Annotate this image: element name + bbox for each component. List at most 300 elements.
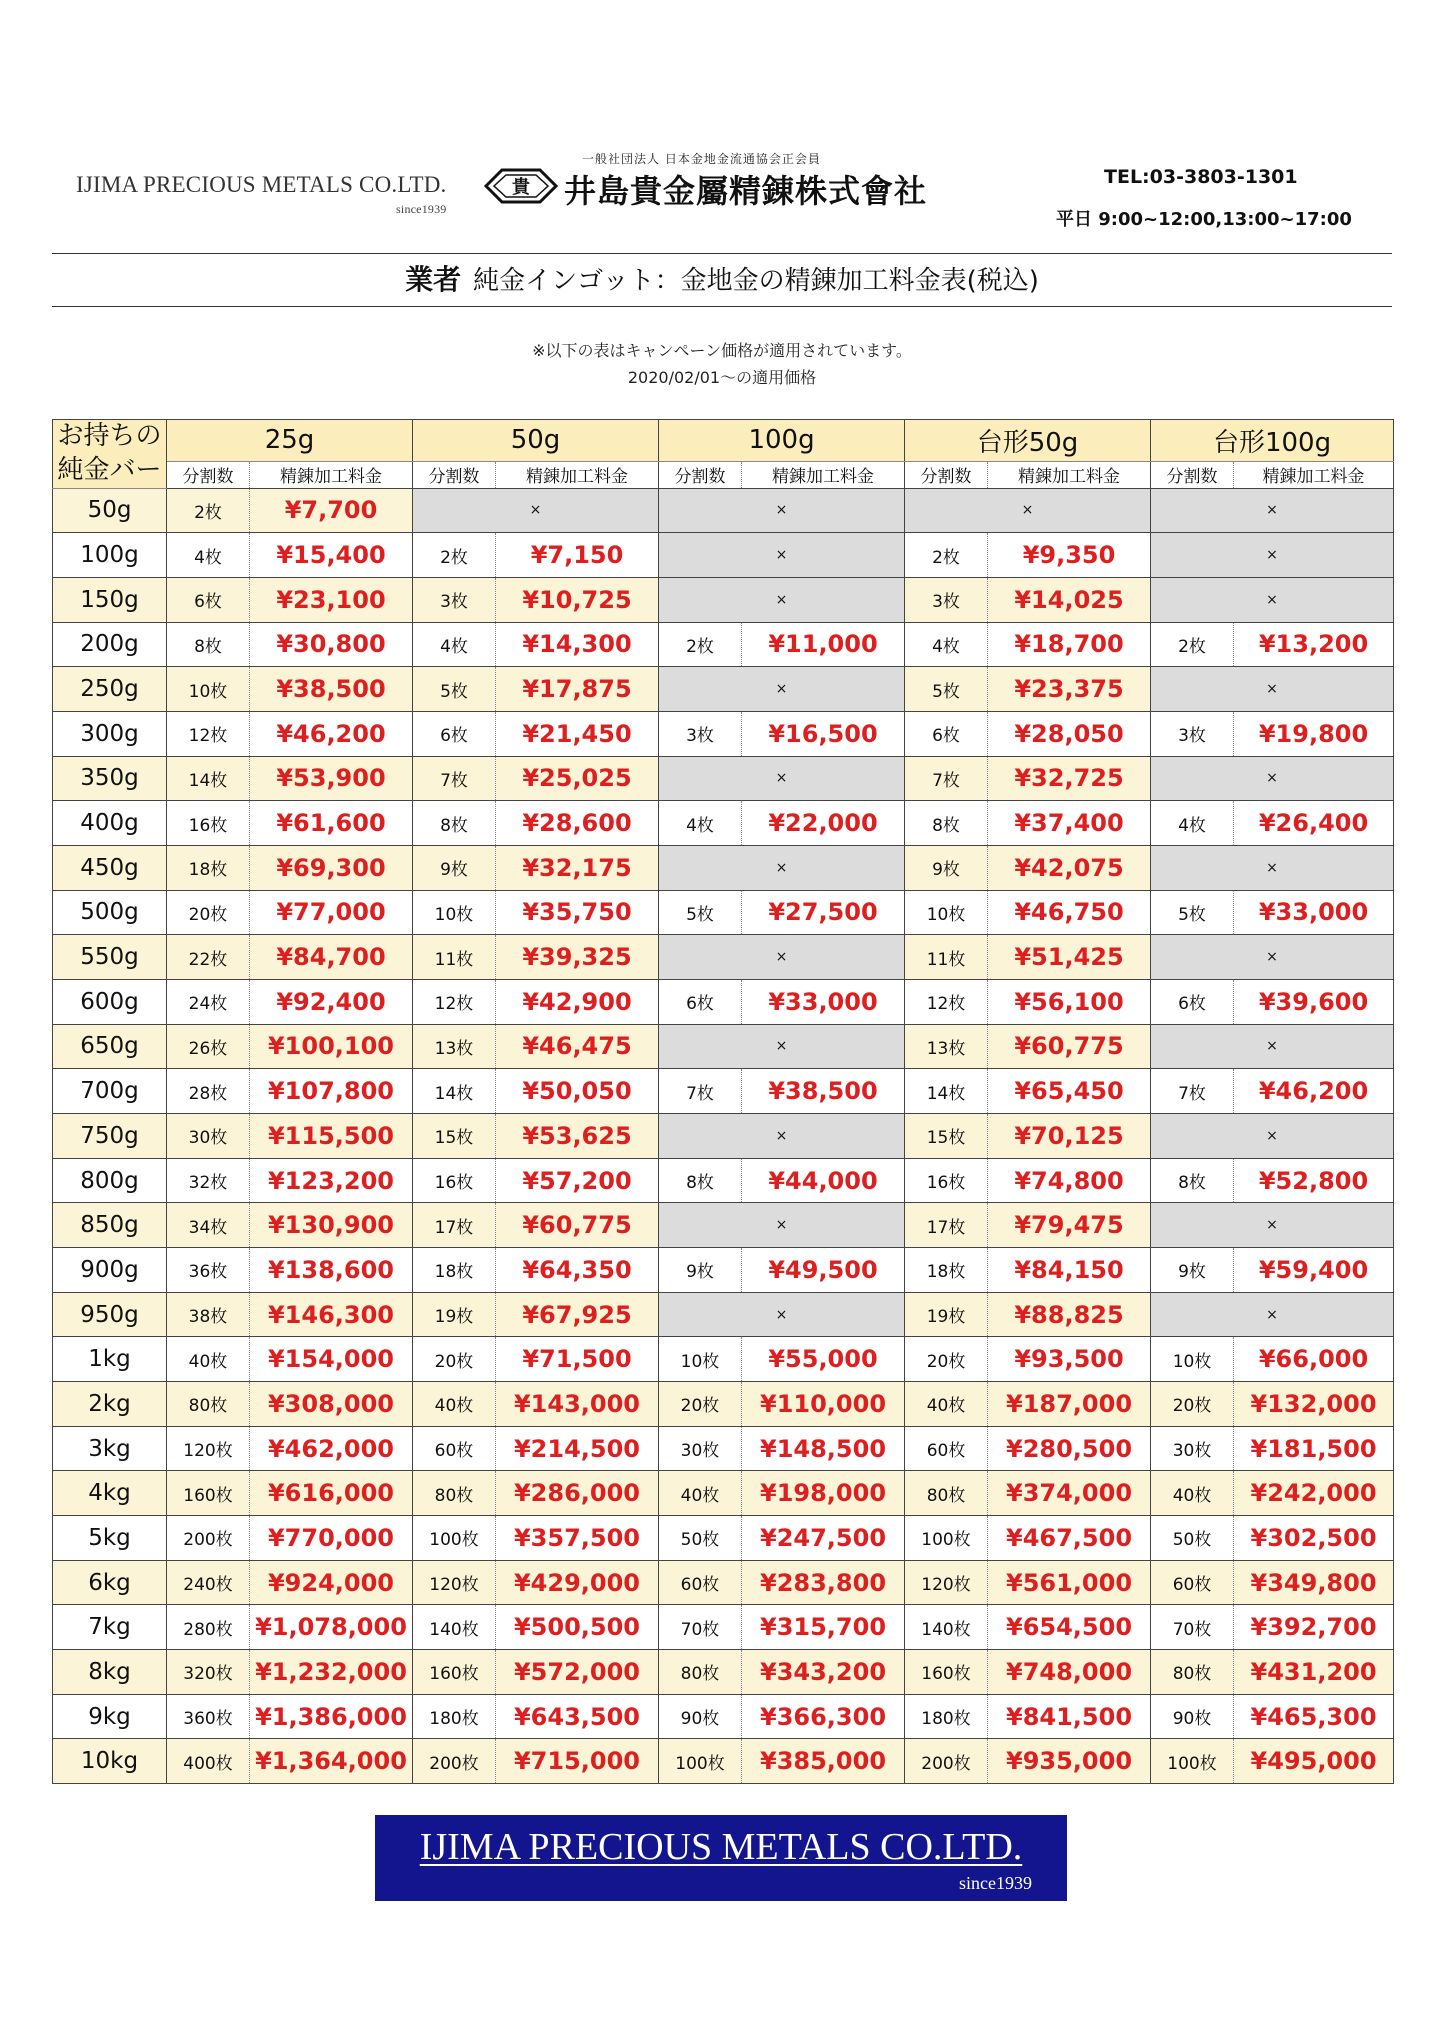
refining-fee: ¥77,000 [250, 890, 413, 935]
refining-fee: ¥42,075 [988, 845, 1151, 890]
split-count: 200枚 [167, 1516, 250, 1561]
refining-fee: ¥349,800 [1234, 1560, 1394, 1605]
split-count: 80枚 [167, 1382, 250, 1427]
not-available-cell: × [1151, 667, 1394, 712]
split-count: 26枚 [167, 1024, 250, 1069]
column-header: 台形50g [905, 420, 1151, 462]
refining-fee: ¥19,800 [1234, 711, 1394, 756]
refining-fee: ¥467,500 [988, 1516, 1151, 1561]
bar-weight: 10kg [53, 1739, 167, 1784]
refining-fee: ¥115,500 [250, 1114, 413, 1159]
split-count: 2枚 [659, 622, 742, 667]
refining-fee: ¥315,700 [742, 1605, 905, 1650]
split-count: 11枚 [413, 935, 496, 980]
bar-weight: 950g [53, 1292, 167, 1337]
refining-fee: ¥26,400 [1234, 801, 1394, 846]
refining-fee: ¥27,500 [742, 890, 905, 935]
split-count: 400枚 [167, 1739, 250, 1784]
split-count: 5枚 [1151, 890, 1234, 935]
table-row [53, 1516, 1394, 1561]
split-count: 10枚 [905, 890, 988, 935]
refining-fee: ¥107,800 [250, 1069, 413, 1114]
table-row [53, 1650, 1394, 1695]
refining-fee: ¥465,300 [1234, 1694, 1394, 1739]
refining-fee: ¥143,000 [496, 1382, 659, 1427]
bar-weight: 200g [53, 622, 167, 667]
refining-fee: ¥79,475 [988, 1203, 1151, 1248]
split-count: 40枚 [1151, 1471, 1234, 1516]
refining-fee: ¥1,364,000 [250, 1739, 413, 1784]
split-count: 18枚 [167, 845, 250, 890]
table-row [53, 1069, 1394, 1114]
refining-fee: ¥132,000 [1234, 1382, 1394, 1427]
split-count: 19枚 [905, 1292, 988, 1337]
split-count: 12枚 [167, 711, 250, 756]
bar-weight: 900g [53, 1248, 167, 1293]
split-count: 18枚 [413, 1248, 496, 1293]
refining-fee: ¥214,500 [496, 1426, 659, 1471]
subheader-price: 精錬加工料金 [250, 461, 413, 488]
refining-fee: ¥462,000 [250, 1426, 413, 1471]
refining-fee: ¥110,000 [742, 1382, 905, 1427]
refining-fee: ¥242,000 [1234, 1471, 1394, 1516]
refining-fee: ¥14,300 [496, 622, 659, 667]
divider-bottom [52, 306, 1392, 307]
owned-label-line1: お持ちの [57, 421, 162, 451]
bar-weight: 250g [53, 667, 167, 712]
table-row [53, 890, 1394, 935]
split-count: 4枚 [905, 622, 988, 667]
subheader-count: 分割数 [167, 461, 250, 488]
split-count: 9枚 [905, 845, 988, 890]
split-count: 180枚 [905, 1694, 988, 1739]
refining-fee: ¥93,500 [988, 1337, 1151, 1382]
refining-fee: ¥572,000 [496, 1650, 659, 1695]
split-count: 20枚 [413, 1337, 496, 1382]
not-available-cell: × [659, 667, 905, 712]
bar-weight: 800g [53, 1158, 167, 1203]
split-count: 12枚 [413, 979, 496, 1024]
table-row [53, 845, 1394, 890]
title-bold: 業者 [405, 263, 462, 296]
split-count: 100枚 [659, 1739, 742, 1784]
split-count: 200枚 [905, 1739, 988, 1784]
not-available-cell: × [659, 533, 905, 578]
split-count: 60枚 [905, 1426, 988, 1471]
refining-fee: ¥643,500 [496, 1694, 659, 1739]
refining-fee: ¥11,000 [742, 622, 905, 667]
split-count: 28枚 [167, 1069, 250, 1114]
bar-weight: 100g [53, 533, 167, 578]
split-count: 7枚 [1151, 1069, 1234, 1114]
split-count: 3枚 [905, 577, 988, 622]
refining-fee: ¥616,000 [250, 1471, 413, 1516]
refining-fee: ¥67,925 [496, 1292, 659, 1337]
split-count: 240枚 [167, 1560, 250, 1605]
refining-fee: ¥74,800 [988, 1158, 1151, 1203]
column-header: 25g [167, 420, 413, 462]
table-row [53, 622, 1394, 667]
table-row [53, 1694, 1394, 1739]
not-available-cell: × [659, 845, 905, 890]
table-row [53, 1114, 1394, 1159]
refining-fee: ¥431,200 [1234, 1650, 1394, 1695]
split-count: 13枚 [905, 1024, 988, 1069]
not-available-cell: × [659, 488, 905, 533]
split-count: 6枚 [167, 577, 250, 622]
split-count: 120枚 [413, 1560, 496, 1605]
refining-fee: ¥53,900 [250, 756, 413, 801]
table-row [53, 1024, 1394, 1069]
refining-fee: ¥55,000 [742, 1337, 905, 1382]
table-row [53, 1382, 1394, 1427]
effective-date-note: 2020/02/01～の適用価格 [627, 368, 817, 387]
table-row [53, 756, 1394, 801]
refining-fee: ¥138,600 [250, 1248, 413, 1293]
refining-fee: ¥23,375 [988, 667, 1151, 712]
split-count: 15枚 [413, 1114, 496, 1159]
refining-fee: ¥187,000 [988, 1382, 1151, 1427]
split-count: 8枚 [905, 801, 988, 846]
split-count: 50枚 [659, 1516, 742, 1561]
split-count: 17枚 [413, 1203, 496, 1248]
bar-weight: 50g [53, 488, 167, 533]
refining-fee: ¥64,350 [496, 1248, 659, 1293]
split-count: 200枚 [413, 1739, 496, 1784]
title-text: 純金インゴット：金地金の精錬加工料金表(税込) [473, 266, 1039, 296]
refining-fee: ¥56,100 [988, 979, 1151, 1024]
split-count: 90枚 [1151, 1694, 1234, 1739]
refining-fee: ¥15,400 [250, 533, 413, 578]
table-row [53, 533, 1394, 578]
not-available-cell: × [1151, 756, 1394, 801]
refining-fee: ¥38,500 [742, 1069, 905, 1114]
refining-fee: ¥286,000 [496, 1471, 659, 1516]
split-count: 180枚 [413, 1694, 496, 1739]
bar-weight: 6kg [53, 1560, 167, 1605]
not-available-cell: × [659, 1114, 905, 1159]
refining-fee: ¥283,800 [742, 1560, 905, 1605]
split-count: 2枚 [167, 488, 250, 533]
company-logo-text [76, 172, 447, 216]
column-header: 50g [413, 420, 659, 462]
split-count: 2枚 [905, 533, 988, 578]
refining-fee: ¥46,200 [250, 711, 413, 756]
refining-fee: ¥14,025 [988, 577, 1151, 622]
refining-fee: ¥39,600 [1234, 979, 1394, 1024]
owned-label-line2: 純金バー [57, 454, 162, 485]
split-count: 30枚 [1151, 1426, 1234, 1471]
refining-fee: ¥154,000 [250, 1337, 413, 1382]
refining-fee: ¥392,700 [1234, 1605, 1394, 1650]
table-row [53, 1471, 1394, 1516]
refining-fee: ¥924,000 [250, 1560, 413, 1605]
table-row [53, 979, 1394, 1024]
split-count: 320枚 [167, 1650, 250, 1695]
split-count: 11枚 [905, 935, 988, 980]
split-count: 140枚 [413, 1605, 496, 1650]
split-count: 30枚 [659, 1426, 742, 1471]
refining-fee: ¥57,200 [496, 1158, 659, 1203]
bar-weight: 650g [53, 1024, 167, 1069]
split-count: 14枚 [905, 1069, 988, 1114]
refining-fee: ¥37,400 [988, 801, 1151, 846]
refining-fee: ¥69,300 [250, 845, 413, 890]
not-available-cell: × [1151, 577, 1394, 622]
refining-fee: ¥198,000 [742, 1471, 905, 1516]
refining-fee: ¥30,800 [250, 622, 413, 667]
split-count: 24枚 [167, 979, 250, 1024]
split-count: 32枚 [167, 1158, 250, 1203]
refining-fee: ¥25,025 [496, 756, 659, 801]
split-count: 3枚 [659, 711, 742, 756]
split-count: 2枚 [1151, 622, 1234, 667]
refining-fee: ¥28,600 [496, 801, 659, 846]
table-row [53, 1560, 1394, 1605]
split-count: 36枚 [167, 1248, 250, 1293]
refining-fee: ¥65,450 [988, 1069, 1151, 1114]
table-row [53, 1337, 1394, 1382]
split-count: 19枚 [413, 1292, 496, 1337]
refining-fee: ¥50,050 [496, 1069, 659, 1114]
refining-fee: ¥385,000 [742, 1739, 905, 1784]
split-count: 15枚 [905, 1114, 988, 1159]
split-count: 38枚 [167, 1292, 250, 1337]
not-available-cell: × [1151, 1203, 1394, 1248]
split-count: 12枚 [905, 979, 988, 1024]
refining-fee: ¥654,500 [988, 1605, 1151, 1650]
table-row [53, 1605, 1394, 1650]
bar-weight: 7kg [53, 1605, 167, 1650]
association-membership: 一般社団法人 日本金地金流通協会正会員 [582, 152, 821, 166]
column-header: 100g [659, 420, 905, 462]
refining-fee: ¥130,900 [250, 1203, 413, 1248]
split-count: 3枚 [413, 577, 496, 622]
split-count: 4枚 [659, 801, 742, 846]
refining-price-table [52, 419, 1394, 1784]
refining-fee: ¥100,100 [250, 1024, 413, 1069]
subheader-count: 分割数 [413, 461, 496, 488]
split-count: 16枚 [413, 1158, 496, 1203]
refining-fee: ¥500,500 [496, 1605, 659, 1650]
refining-fee: ¥123,200 [250, 1158, 413, 1203]
split-count: 6枚 [1151, 979, 1234, 1024]
split-count: 7枚 [659, 1069, 742, 1114]
split-count: 14枚 [167, 756, 250, 801]
refining-fee: ¥343,200 [742, 1650, 905, 1695]
logo-since: since1939 [396, 202, 447, 216]
table-row [53, 935, 1394, 980]
refining-fee: ¥841,500 [988, 1694, 1151, 1739]
split-count: 30枚 [167, 1114, 250, 1159]
split-count: 17枚 [905, 1203, 988, 1248]
table-row [53, 1158, 1394, 1203]
not-available-cell: × [413, 488, 659, 533]
refining-fee: ¥33,000 [1234, 890, 1394, 935]
refining-fee: ¥46,475 [496, 1024, 659, 1069]
split-count: 16枚 [905, 1158, 988, 1203]
not-available-cell: × [659, 935, 905, 980]
split-count: 40枚 [413, 1382, 496, 1427]
split-count: 4枚 [1151, 801, 1234, 846]
not-available-cell: × [659, 577, 905, 622]
refining-fee: ¥71,500 [496, 1337, 659, 1382]
split-count: 6枚 [413, 711, 496, 756]
refining-fee: ¥46,200 [1234, 1069, 1394, 1114]
bar-weight: 500g [53, 890, 167, 935]
subheader-price: 精錬加工料金 [1234, 461, 1394, 488]
split-count: 100枚 [1151, 1739, 1234, 1784]
refining-fee: ¥181,500 [1234, 1426, 1394, 1471]
refining-fee: ¥84,150 [988, 1248, 1151, 1293]
split-count: 6枚 [659, 979, 742, 1024]
not-available-cell: × [659, 756, 905, 801]
table-row [53, 711, 1394, 756]
split-count: 50枚 [1151, 1516, 1234, 1561]
table-row [53, 1292, 1394, 1337]
refining-fee: ¥17,875 [496, 667, 659, 712]
table-row [53, 1426, 1394, 1471]
split-count: 3枚 [1151, 711, 1234, 756]
not-available-cell: × [1151, 533, 1394, 578]
subheader-price: 精錬加工料金 [742, 461, 905, 488]
refining-fee: ¥21,450 [496, 711, 659, 756]
split-count: 9枚 [413, 845, 496, 890]
not-available-cell: × [659, 1203, 905, 1248]
split-count: 13枚 [413, 1024, 496, 1069]
bar-weight: 150g [53, 577, 167, 622]
refining-fee: ¥374,000 [988, 1471, 1151, 1516]
split-count: 5枚 [905, 667, 988, 712]
split-count: 60枚 [1151, 1560, 1234, 1605]
bar-weight: 1kg [53, 1337, 167, 1382]
split-count: 70枚 [1151, 1605, 1234, 1650]
bar-weight: 400g [53, 801, 167, 846]
split-count: 80枚 [1151, 1650, 1234, 1695]
split-count: 4枚 [413, 622, 496, 667]
refining-fee: ¥770,000 [250, 1516, 413, 1561]
refining-fee: ¥61,600 [250, 801, 413, 846]
refining-fee: ¥357,500 [496, 1516, 659, 1561]
company-name: 井島貴金屬精錬株式會社 [564, 172, 928, 210]
split-count: 40枚 [167, 1337, 250, 1382]
refining-fee: ¥60,775 [988, 1024, 1151, 1069]
refining-fee: ¥38,500 [250, 667, 413, 712]
bar-weight: 5kg [53, 1516, 167, 1561]
bar-weight: 750g [53, 1114, 167, 1159]
column-header: 台形100g [1151, 420, 1394, 462]
refining-fee: ¥49,500 [742, 1248, 905, 1293]
refining-fee: ¥28,050 [988, 711, 1151, 756]
split-count: 120枚 [905, 1560, 988, 1605]
banner-since: since1939 [959, 1873, 1032, 1893]
refining-fee: ¥53,625 [496, 1114, 659, 1159]
table-row [53, 488, 1394, 533]
page-title [52, 258, 1392, 298]
refining-fee: ¥561,000 [988, 1560, 1151, 1605]
split-count: 9枚 [659, 1248, 742, 1293]
split-count: 100枚 [905, 1516, 988, 1561]
split-count: 20枚 [1151, 1382, 1234, 1427]
subheader-count: 分割数 [1151, 461, 1234, 488]
split-count: 60枚 [413, 1426, 496, 1471]
company-emblem-icon [484, 166, 558, 206]
refining-fee: ¥9,350 [988, 533, 1151, 578]
bar-weight: 8kg [53, 1650, 167, 1695]
split-count: 7枚 [413, 756, 496, 801]
split-count: 10枚 [167, 667, 250, 712]
refining-fee: ¥88,825 [988, 1292, 1151, 1337]
not-available-cell: × [1151, 935, 1394, 980]
refining-fee: ¥16,500 [742, 711, 905, 756]
split-count: 4枚 [167, 533, 250, 578]
split-count: 80枚 [659, 1650, 742, 1695]
refining-fee: ¥748,000 [988, 1650, 1151, 1695]
table-row [53, 1248, 1394, 1293]
not-available-cell: × [1151, 488, 1394, 533]
subheader-price: 精錬加工料金 [496, 461, 659, 488]
split-count: 5枚 [413, 667, 496, 712]
split-count: 20枚 [905, 1337, 988, 1382]
refining-fee: ¥42,900 [496, 979, 659, 1024]
split-count: 14枚 [413, 1069, 496, 1114]
bar-weight: 9kg [53, 1694, 167, 1739]
split-count: 70枚 [659, 1605, 742, 1650]
split-count: 5枚 [659, 890, 742, 935]
refining-fee: ¥18,700 [988, 622, 1151, 667]
bar-weight: 700g [53, 1069, 167, 1114]
split-count: 80枚 [413, 1471, 496, 1516]
split-count: 8枚 [659, 1158, 742, 1203]
business-hours: 平日 9:00~12:00,13:00~17:00 [1056, 209, 1352, 230]
refining-fee: ¥23,100 [250, 577, 413, 622]
split-count: 2枚 [413, 533, 496, 578]
refining-fee: ¥33,000 [742, 979, 905, 1024]
table-row [53, 577, 1394, 622]
refining-fee: ¥715,000 [496, 1739, 659, 1784]
footer-banner [375, 1815, 1067, 1901]
not-available-cell: × [905, 488, 1151, 533]
refining-fee: ¥39,325 [496, 935, 659, 980]
refining-fee: ¥1,232,000 [250, 1650, 413, 1695]
refining-fee: ¥148,500 [742, 1426, 905, 1471]
split-count: 16枚 [167, 801, 250, 846]
split-count: 280枚 [167, 1605, 250, 1650]
table-row [53, 1203, 1394, 1248]
refining-fee: ¥10,725 [496, 577, 659, 622]
split-count: 20枚 [167, 890, 250, 935]
split-count: 160枚 [167, 1471, 250, 1516]
table-row [53, 801, 1394, 846]
split-count: 160枚 [905, 1650, 988, 1695]
letterhead [52, 150, 1392, 260]
logo-name: IJIMA PRECIOUS METALS CO.LTD. [76, 172, 447, 197]
campaign-note: ※以下の表はキャンペーン価格が適用されています。 [532, 341, 912, 360]
svg-text:貴: 貴 [512, 177, 530, 198]
phone-number: TEL:03-3803-1301 [1104, 166, 1298, 188]
refining-fee: ¥44,000 [742, 1158, 905, 1203]
bar-weight: 850g [53, 1203, 167, 1248]
refining-fee: ¥280,500 [988, 1426, 1151, 1471]
bar-weight: 600g [53, 979, 167, 1024]
refining-fee: ¥302,500 [1234, 1516, 1394, 1561]
subheader-price: 精錬加工料金 [988, 461, 1151, 488]
split-count: 18枚 [905, 1248, 988, 1293]
bar-weight: 3kg [53, 1426, 167, 1471]
refining-fee: ¥146,300 [250, 1292, 413, 1337]
split-count: 80枚 [905, 1471, 988, 1516]
bar-weight: 2kg [53, 1382, 167, 1427]
